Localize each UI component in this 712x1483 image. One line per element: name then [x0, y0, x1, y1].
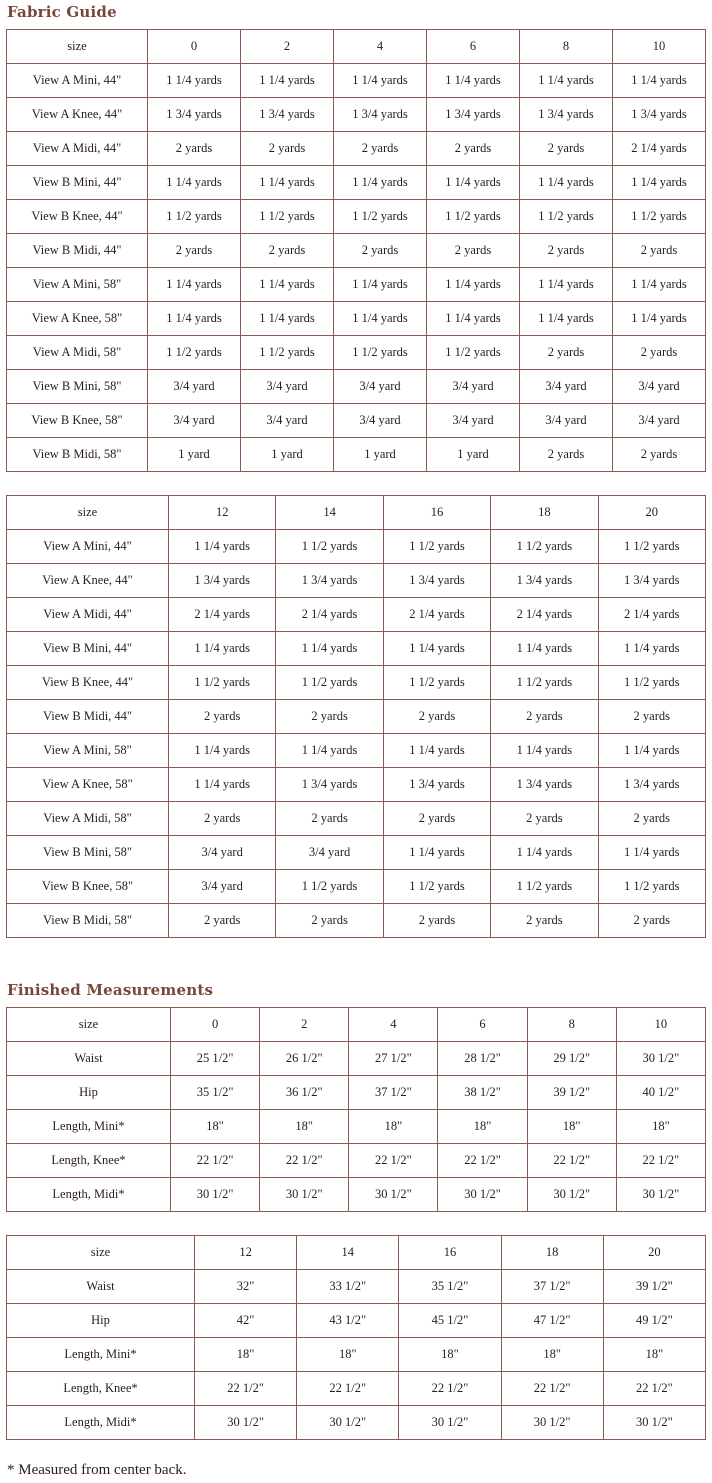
table-row: [7, 1178, 706, 1212]
table-cell: 18": [438, 1110, 527, 1144]
table-cell: 18": [616, 1110, 705, 1144]
table-cell: 30 1/2": [501, 1406, 603, 1440]
table-cell: 1 1/2 yards: [598, 870, 705, 904]
table-cell: 1 1/4 yards: [334, 302, 427, 336]
table-cell: 3/4 yard: [427, 404, 520, 438]
table-cell: 2 yards: [169, 700, 276, 734]
table-cell: 2 1/4 yards: [169, 598, 276, 632]
row-label-cell: View B Midi, 44": [7, 234, 148, 268]
table-row: [7, 564, 706, 598]
table-cell: 2 yards: [276, 700, 383, 734]
table-cell: 1 1/2 yards: [520, 200, 613, 234]
size-column-header: 20: [598, 496, 705, 530]
table-cell: 3/4 yard: [148, 370, 241, 404]
table-row: [7, 904, 706, 938]
table-cell: 1 1/4 yards: [334, 166, 427, 200]
row-label-cell: View B Mini, 44": [7, 632, 169, 666]
table-cell: 2 yards: [613, 438, 706, 472]
row-label-cell: View B Midi, 58": [7, 904, 169, 938]
size-column-header: 8: [527, 1008, 616, 1042]
table-cell: 2 1/4 yards: [276, 598, 383, 632]
table-cell: 1 yard: [148, 438, 241, 472]
size-column-header: 18: [501, 1236, 603, 1270]
row-label-cell: View A Midi, 44": [7, 132, 148, 166]
table-cell: 1 1/4 yards: [148, 166, 241, 200]
table-cell: 1 1/4 yards: [520, 302, 613, 336]
table-cell: 2 yards: [148, 234, 241, 268]
table-cell: 2 yards: [491, 700, 598, 734]
table-cell: 1 1/4 yards: [598, 632, 705, 666]
table-cell: 1 1/4 yards: [520, 166, 613, 200]
table-cell: 1 1/4 yards: [598, 734, 705, 768]
size-column-header: 0: [148, 30, 241, 64]
table-row: [7, 700, 706, 734]
table-row: [7, 438, 706, 472]
table-cell: 1 3/4 yards: [598, 768, 705, 802]
row-label-cell: View A Knee, 58": [7, 302, 148, 336]
table-cell: 2 yards: [148, 132, 241, 166]
table-cell: 2 yards: [613, 234, 706, 268]
table-cell: 38 1/2": [438, 1076, 527, 1110]
table-cell: 2 yards: [427, 132, 520, 166]
table-cell: 3/4 yard: [427, 370, 520, 404]
table-cell: 1 1/2 yards: [383, 530, 490, 564]
table-cell: 1 1/4 yards: [241, 302, 334, 336]
table-cell: 36 1/2": [260, 1076, 349, 1110]
table-cell: 3/4 yard: [148, 404, 241, 438]
table-row: [7, 666, 706, 700]
table-cell: 1 3/4 yards: [383, 564, 490, 598]
size-column-header: 4: [349, 1008, 438, 1042]
table-cell: 1 1/2 yards: [613, 200, 706, 234]
table-row: [7, 132, 706, 166]
table-cell: 1 1/4 yards: [598, 836, 705, 870]
table-cell: 2 yards: [520, 336, 613, 370]
size-header-cell: size: [7, 1236, 195, 1270]
table-cell: 1 1/4 yards: [427, 166, 520, 200]
table-cell: 18": [297, 1338, 399, 1372]
table-header-row: [7, 1236, 706, 1270]
table-cell: 30 1/2": [171, 1178, 260, 1212]
table-row: [7, 268, 706, 302]
table-cell: 1 3/4 yards: [427, 98, 520, 132]
row-label-cell: View B Mini, 58": [7, 370, 148, 404]
table-cell: 1 1/4 yards: [241, 166, 334, 200]
table-cell: 18": [399, 1338, 501, 1372]
size-header-cell: size: [7, 30, 148, 64]
table-row: [7, 598, 706, 632]
table-cell: 1 1/2 yards: [383, 666, 490, 700]
table-cell: 3/4 yard: [613, 370, 706, 404]
table-cell: 18": [501, 1338, 603, 1372]
table-cell: 45 1/2": [399, 1304, 501, 1338]
row-label-cell: Hip: [7, 1076, 171, 1110]
size-column-header: 10: [613, 30, 706, 64]
table-cell: 2 yards: [491, 802, 598, 836]
table-cell: 1 1/2 yards: [491, 530, 598, 564]
table-row: [7, 836, 706, 870]
table-cell: 3/4 yard: [334, 404, 427, 438]
table-row: [7, 1338, 706, 1372]
size-column-header: 12: [169, 496, 276, 530]
row-label-cell: View B Knee, 58": [7, 870, 169, 904]
row-label-cell: View B Knee, 58": [7, 404, 148, 438]
table-cell: 1 1/2 yards: [334, 200, 427, 234]
table-cell: 1 1/4 yards: [383, 734, 490, 768]
table-row: [7, 200, 706, 234]
table-cell: 1 3/4 yards: [148, 98, 241, 132]
table-cell: 49 1/2": [603, 1304, 705, 1338]
table-cell: 1 1/2 yards: [598, 666, 705, 700]
table-cell: 1 1/4 yards: [148, 302, 241, 336]
row-label-cell: Length, Knee*: [7, 1144, 171, 1178]
table-cell: 2 yards: [598, 802, 705, 836]
footnote: * Measured from center back.: [7, 1462, 187, 1478]
table-cell: 1 1/4 yards: [613, 302, 706, 336]
row-label-cell: Length, Mini*: [7, 1110, 171, 1144]
size-column-header: 8: [520, 30, 613, 64]
table-cell: 30 1/2": [616, 1042, 705, 1076]
size-column-header: 14: [276, 496, 383, 530]
table-cell: 1 1/4 yards: [427, 64, 520, 98]
table-cell: 2 yards: [241, 132, 334, 166]
table-cell: 1 3/4 yards: [169, 564, 276, 598]
table-cell: 1 1/2 yards: [241, 200, 334, 234]
table-cell: 1 3/4 yards: [491, 768, 598, 802]
table-cell: 2 1/4 yards: [491, 598, 598, 632]
table-cell: 2 yards: [383, 904, 490, 938]
table-row: [7, 1110, 706, 1144]
row-label-cell: View A Midi, 44": [7, 598, 169, 632]
table-cell: 2 1/4 yards: [613, 132, 706, 166]
table-cell: 1 3/4 yards: [613, 98, 706, 132]
table-row: [7, 404, 706, 438]
table-cell: 30 1/2": [195, 1406, 297, 1440]
size-header-cell: size: [7, 1008, 171, 1042]
table-cell: 30 1/2": [438, 1178, 527, 1212]
table-cell: 3/4 yard: [334, 370, 427, 404]
table-cell: 1 1/4 yards: [148, 268, 241, 302]
row-label-cell: Length, Midi*: [7, 1406, 195, 1440]
table-cell: 40 1/2": [616, 1076, 705, 1110]
table-cell: 26 1/2": [260, 1042, 349, 1076]
table-cell: 1 1/4 yards: [169, 530, 276, 564]
table-cell: 1 1/4 yards: [613, 268, 706, 302]
table-cell: 29 1/2": [527, 1042, 616, 1076]
table-row: [7, 234, 706, 268]
table-cell: 1 3/4 yards: [276, 768, 383, 802]
table-cell: 2 yards: [334, 234, 427, 268]
table-row: [7, 1076, 706, 1110]
table-cell: 18": [527, 1110, 616, 1144]
table-cell: 30 1/2": [260, 1178, 349, 1212]
table-cell: 25 1/2": [171, 1042, 260, 1076]
table-cell: 28 1/2": [438, 1042, 527, 1076]
row-label-cell: View B Knee, 44": [7, 666, 169, 700]
table-cell: 39 1/2": [527, 1076, 616, 1110]
table-cell: 18": [603, 1338, 705, 1372]
row-label-cell: View A Midi, 58": [7, 336, 148, 370]
table-cell: 22 1/2": [171, 1144, 260, 1178]
row-label-cell: View A Knee, 44": [7, 98, 148, 132]
table-cell: 1 yard: [334, 438, 427, 472]
fabric-guide-table-sizes-12-20: [6, 495, 706, 938]
table-cell: 18": [195, 1338, 297, 1372]
table-cell: 35 1/2": [171, 1076, 260, 1110]
table-cell: 1 1/4 yards: [334, 268, 427, 302]
size-column-header: 2: [241, 30, 334, 64]
size-column-header: 6: [438, 1008, 527, 1042]
table-cell: 1 1/4 yards: [427, 268, 520, 302]
table-row: [7, 802, 706, 836]
table-cell: 1 1/4 yards: [383, 632, 490, 666]
table-cell: 1 1/4 yards: [613, 166, 706, 200]
table-row: [7, 166, 706, 200]
table-cell: 1 1/4 yards: [276, 632, 383, 666]
table-cell: 2 yards: [383, 700, 490, 734]
table-cell: 2 yards: [241, 234, 334, 268]
table-cell: 30 1/2": [527, 1178, 616, 1212]
table-cell: 1 1/4 yards: [148, 64, 241, 98]
table-cell: 22 1/2": [195, 1372, 297, 1406]
table-cell: 32": [195, 1270, 297, 1304]
row-label-cell: View A Knee, 44": [7, 564, 169, 598]
table-cell: 18": [349, 1110, 438, 1144]
size-column-header: 2: [260, 1008, 349, 1042]
table-cell: 1 1/4 yards: [383, 836, 490, 870]
table-cell: 3/4 yard: [520, 404, 613, 438]
table-row: [7, 734, 706, 768]
table-cell: 33 1/2": [297, 1270, 399, 1304]
table-cell: 1 3/4 yards: [598, 564, 705, 598]
table-cell: 22 1/2": [438, 1144, 527, 1178]
table-cell: 2 yards: [276, 802, 383, 836]
size-column-header: 4: [334, 30, 427, 64]
table-cell: 2 yards: [427, 234, 520, 268]
table-cell: 1 1/2 yards: [427, 336, 520, 370]
table-row: [7, 530, 706, 564]
size-column-header: 20: [603, 1236, 705, 1270]
table-cell: 1 1/2 yards: [598, 530, 705, 564]
table-cell: 43 1/2": [297, 1304, 399, 1338]
measurements-table-sizes-12-20: [6, 1235, 706, 1440]
table-cell: 3/4 yard: [169, 836, 276, 870]
table-cell: 1 1/4 yards: [520, 268, 613, 302]
table-cell: 3/4 yard: [613, 404, 706, 438]
table-cell: 2 yards: [169, 802, 276, 836]
table-cell: 1 3/4 yards: [241, 98, 334, 132]
table-row: [7, 870, 706, 904]
table-cell: 1 3/4 yards: [276, 564, 383, 598]
table-cell: 2 yards: [276, 904, 383, 938]
table-cell: 2 1/4 yards: [383, 598, 490, 632]
size-column-header: 6: [427, 30, 520, 64]
table-cell: 1 3/4 yards: [383, 768, 490, 802]
size-column-header: 18: [491, 496, 598, 530]
table-cell: 2 yards: [613, 336, 706, 370]
table-cell: 1 1/4 yards: [427, 302, 520, 336]
table-header-row: [7, 30, 706, 64]
finished-measurements-title: Finished Measurements: [7, 981, 214, 999]
size-header-cell: size: [7, 496, 169, 530]
measurements-table-sizes-0-10: [6, 1007, 706, 1212]
table-cell: 30 1/2": [616, 1178, 705, 1212]
table-cell: 3/4 yard: [241, 370, 334, 404]
table-row: [7, 98, 706, 132]
table-header-row: [7, 496, 706, 530]
table-cell: 22 1/2": [399, 1372, 501, 1406]
row-label-cell: View A Midi, 58": [7, 802, 169, 836]
table-cell: 1 3/4 yards: [491, 564, 598, 598]
table-cell: 2 yards: [491, 904, 598, 938]
table-cell: 2 yards: [520, 234, 613, 268]
table-row: [7, 1144, 706, 1178]
table-cell: 1 1/4 yards: [520, 64, 613, 98]
row-label-cell: View A Mini, 44": [7, 64, 148, 98]
table-cell: 1 1/4 yards: [241, 64, 334, 98]
table-cell: 1 yard: [427, 438, 520, 472]
table-cell: 1 1/4 yards: [276, 734, 383, 768]
table-cell: 1 3/4 yards: [520, 98, 613, 132]
row-label-cell: View A Knee, 58": [7, 768, 169, 802]
row-label-cell: View B Mini, 58": [7, 836, 169, 870]
table-cell: 1 1/2 yards: [276, 666, 383, 700]
table-cell: 2 yards: [334, 132, 427, 166]
table-cell: 39 1/2": [603, 1270, 705, 1304]
table-cell: 30 1/2": [297, 1406, 399, 1440]
table-cell: 1 1/2 yards: [427, 200, 520, 234]
table-cell: 1 1/4 yards: [491, 632, 598, 666]
size-column-header: 0: [171, 1008, 260, 1042]
row-label-cell: View B Mini, 44": [7, 166, 148, 200]
table-cell: 2 yards: [598, 700, 705, 734]
table-cell: 3/4 yard: [520, 370, 613, 404]
table-cell: 22 1/2": [260, 1144, 349, 1178]
row-label-cell: View B Midi, 44": [7, 700, 169, 734]
table-cell: 1 1/4 yards: [491, 734, 598, 768]
table-header-row: [7, 1008, 706, 1042]
table-cell: 27 1/2": [349, 1042, 438, 1076]
table-row: [7, 302, 706, 336]
table-cell: 22 1/2": [349, 1144, 438, 1178]
size-column-header: 10: [616, 1008, 705, 1042]
table-cell: 22 1/2": [527, 1144, 616, 1178]
table-cell: 1 1/4 yards: [613, 64, 706, 98]
table-row: [7, 1042, 706, 1076]
table-cell: 2 yards: [169, 904, 276, 938]
size-column-header: 12: [195, 1236, 297, 1270]
row-label-cell: View A Mini, 44": [7, 530, 169, 564]
table-cell: 30 1/2": [399, 1406, 501, 1440]
table-row: [7, 632, 706, 666]
table-cell: 18": [260, 1110, 349, 1144]
table-cell: 1 1/2 yards: [241, 336, 334, 370]
row-label-cell: Hip: [7, 1304, 195, 1338]
table-cell: 22 1/2": [297, 1372, 399, 1406]
table-row: [7, 1406, 706, 1440]
table-cell: 2 yards: [383, 802, 490, 836]
fabric-guide-title: Fabric Guide: [7, 3, 117, 21]
table-cell: 3/4 yard: [276, 836, 383, 870]
table-cell: 42": [195, 1304, 297, 1338]
table-cell: 30 1/2": [349, 1178, 438, 1212]
table-row: [7, 1372, 706, 1406]
table-cell: 1 1/2 yards: [334, 336, 427, 370]
table-cell: 22 1/2": [603, 1372, 705, 1406]
table-cell: 1 1/2 yards: [383, 870, 490, 904]
table-cell: 3/4 yard: [241, 404, 334, 438]
table-cell: 1 3/4 yards: [334, 98, 427, 132]
table-cell: 37 1/2": [349, 1076, 438, 1110]
table-row: [7, 1304, 706, 1338]
table-cell: 2 yards: [520, 132, 613, 166]
table-cell: 1 1/2 yards: [276, 870, 383, 904]
table-cell: 1 1/2 yards: [148, 336, 241, 370]
table-row: [7, 768, 706, 802]
table-cell: 47 1/2": [501, 1304, 603, 1338]
table-cell: 3/4 yard: [169, 870, 276, 904]
table-cell: 1 yard: [241, 438, 334, 472]
table-row: [7, 1270, 706, 1304]
table-cell: 1 1/4 yards: [241, 268, 334, 302]
table-cell: 1 1/2 yards: [491, 666, 598, 700]
row-label-cell: View A Mini, 58": [7, 734, 169, 768]
table-cell: 1 1/4 yards: [334, 64, 427, 98]
row-label-cell: Length, Midi*: [7, 1178, 171, 1212]
table-cell: 37 1/2": [501, 1270, 603, 1304]
table-cell: 2 yards: [520, 438, 613, 472]
table-cell: 2 yards: [598, 904, 705, 938]
table-cell: 30 1/2": [603, 1406, 705, 1440]
fabric-guide-table-sizes-0-10: [6, 29, 706, 472]
row-label-cell: Length, Knee*: [7, 1372, 195, 1406]
row-label-cell: View B Knee, 44": [7, 200, 148, 234]
table-cell: 1 1/2 yards: [148, 200, 241, 234]
row-label-cell: View B Midi, 58": [7, 438, 148, 472]
table-cell: 18": [171, 1110, 260, 1144]
table-cell: 2 1/4 yards: [598, 598, 705, 632]
table-row: [7, 336, 706, 370]
table-cell: 1 1/4 yards: [169, 734, 276, 768]
size-column-header: 16: [383, 496, 490, 530]
table-row: [7, 64, 706, 98]
table-cell: 22 1/2": [616, 1144, 705, 1178]
row-label-cell: Waist: [7, 1042, 171, 1076]
table-cell: 35 1/2": [399, 1270, 501, 1304]
size-column-header: 14: [297, 1236, 399, 1270]
table-row: [7, 370, 706, 404]
table-cell: 1 1/2 yards: [276, 530, 383, 564]
table-cell: 1 1/4 yards: [491, 836, 598, 870]
table-cell: 1 1/4 yards: [169, 768, 276, 802]
table-cell: 1 1/4 yards: [169, 632, 276, 666]
table-cell: 1 1/2 yards: [491, 870, 598, 904]
row-label-cell: Length, Mini*: [7, 1338, 195, 1372]
row-label-cell: View A Mini, 58": [7, 268, 148, 302]
row-label-cell: Waist: [7, 1270, 195, 1304]
size-column-header: 16: [399, 1236, 501, 1270]
table-cell: 1 1/2 yards: [169, 666, 276, 700]
table-cell: 22 1/2": [501, 1372, 603, 1406]
